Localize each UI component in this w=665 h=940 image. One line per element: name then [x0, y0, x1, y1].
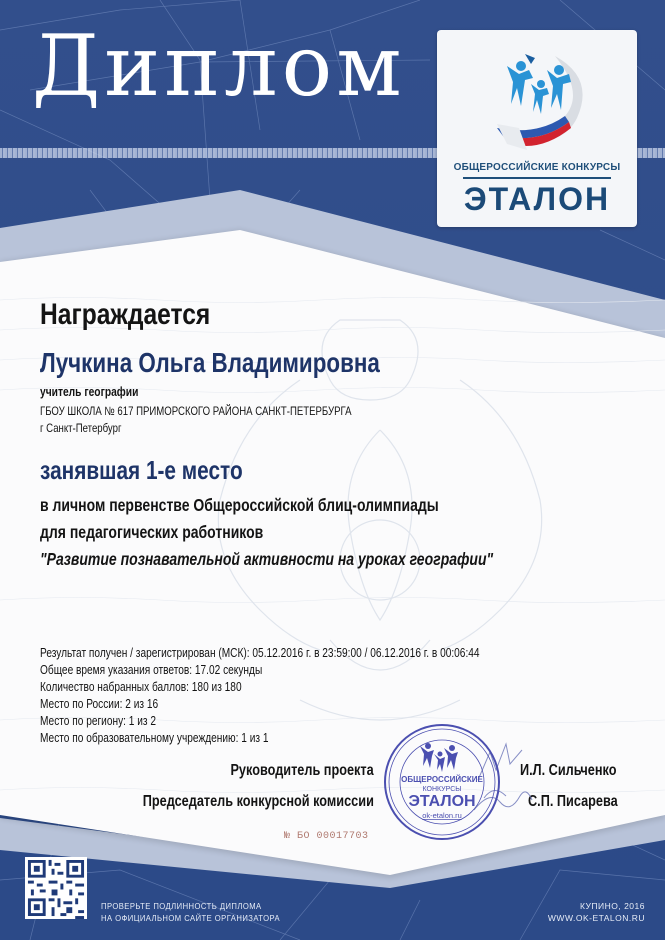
signature-name: И.Л. Сильченко [520, 762, 617, 779]
award-topic: "Развитие познавательной активности на уроках географии" [40, 549, 494, 569]
signature-row-commission-chair [92, 793, 374, 811]
result-place-region: Место по региону: 1 из 2 [40, 713, 157, 728]
serial-number: № БО 00017703 [284, 831, 369, 842]
recipient-name: Лучкина Ольга Владимировна [40, 347, 380, 378]
result-place-russia: Место по России: 2 из 16 [40, 696, 159, 711]
signature-role: Руководитель проекта [230, 762, 374, 779]
signature-row-project-head [199, 762, 374, 780]
etalon-logo-card [437, 30, 637, 227]
verification-qr-code[interactable] [25, 857, 87, 919]
stamp-text-mid: КОНКУРСЫ [422, 786, 462, 793]
signature-role: Председатель конкурсной комиссии [142, 793, 374, 810]
recipient-city: г Санкт-Петербург [40, 421, 122, 435]
recipient-position: учитель географии [40, 385, 139, 399]
stamp-url: ok-etalon.ru [422, 811, 462, 820]
result-registered: Результат получен / зарегистрирован (МСК): 05.12.2016 г. в 23:59:00 / 06.12.2016 г. в 00:06:44 [40, 645, 480, 660]
logo-wordmark: ЭТАЛОН [463, 181, 611, 217]
result-place-institution: Место по образовательному учреждению: 1 из 1 [40, 730, 269, 745]
website-link[interactable]: WWW.OK-ETALON.RU [547, 913, 645, 923]
award-description-line-2: для педагогических работников [40, 522, 264, 542]
award-description-line-1: в личном первенстве Общероссийской блиц-олимпиады [40, 495, 439, 515]
etalon-emblem-icon [477, 48, 597, 158]
awarded-heading: Награждается [40, 298, 211, 331]
verify-notice-line-1: ПРОВЕРЬТЕ ПОДЛИННОСТЬ ДИПЛОМА [101, 901, 262, 911]
stamp-brand: ЭТАЛОН [408, 793, 476, 810]
diploma-title: Диплом [32, 17, 406, 115]
place-year: КУПИНО, 2016 [579, 901, 645, 911]
result-total-time: Общее время указания ответов: 17.02 секунды [40, 662, 263, 677]
award-place: занявшая 1-е место [40, 455, 243, 485]
issuer-info [548, 900, 645, 924]
verify-notice [101, 900, 280, 924]
signature-name: С.П. Писарева [528, 793, 618, 810]
official-stamp [382, 722, 502, 842]
logo-divider [463, 177, 611, 179]
logo-subtitle: ОБЩЕРОССИЙСКИЕ КОНКУРСЫ [453, 162, 621, 173]
recipient-school: ГБОУ ШКОЛА № 617 ПРИМОРСКОГО РАЙОНА САНКТ-ПЕТЕРБУРГА [40, 404, 352, 418]
stamp-text-top: ОБЩЕРОССИЙСКИЕ [401, 775, 483, 784]
verify-notice-line-2: НА ОФИЦИАЛЬНОМ САЙТЕ ОРГАНИЗАТОРА [101, 913, 281, 923]
result-score: Количество набранных баллов: 180 из 180 [40, 679, 242, 694]
